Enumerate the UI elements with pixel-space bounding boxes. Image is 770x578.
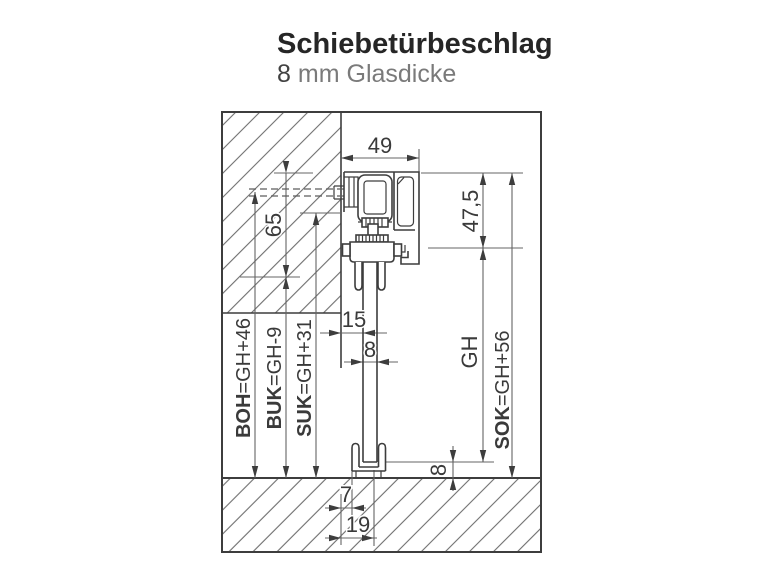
glass-thickness-unit: mm Glasdicke [297,60,457,88]
floor-section [222,478,541,552]
dim-glass-height-label: GH [457,335,482,369]
page-title: Schiebetürbeschlag [277,28,553,60]
dim-cover-height-label: 65 [261,212,286,238]
dim-top-clearance-label: 47,5 [458,189,483,233]
floor-guide-channel [352,444,386,478]
suspension-bolt [368,224,378,236]
page-subtitle [277,60,456,88]
dim-wall-to-channel-label: 7 [339,482,353,507]
dim-track-width-label: 49 [367,133,393,158]
roller-carriage [358,175,392,227]
buk-label: BUK=GH-9 [264,326,286,430]
dim-glass-thickness-label: 8 [363,337,377,362]
sok-label: SOK=GH+56 [492,330,514,450]
glass-clamp [343,224,402,290]
boh-label: BOH=GH+46 [233,317,255,439]
dim-wall-to-glass-label: 15 [341,307,367,332]
suk-label: SUK=GH+31 [294,319,316,437]
dim-bottom-gap-label: 8 [426,463,451,477]
glass-thickness-value: 8 [277,60,291,88]
dim-channel-width-label: 19 [345,512,371,537]
